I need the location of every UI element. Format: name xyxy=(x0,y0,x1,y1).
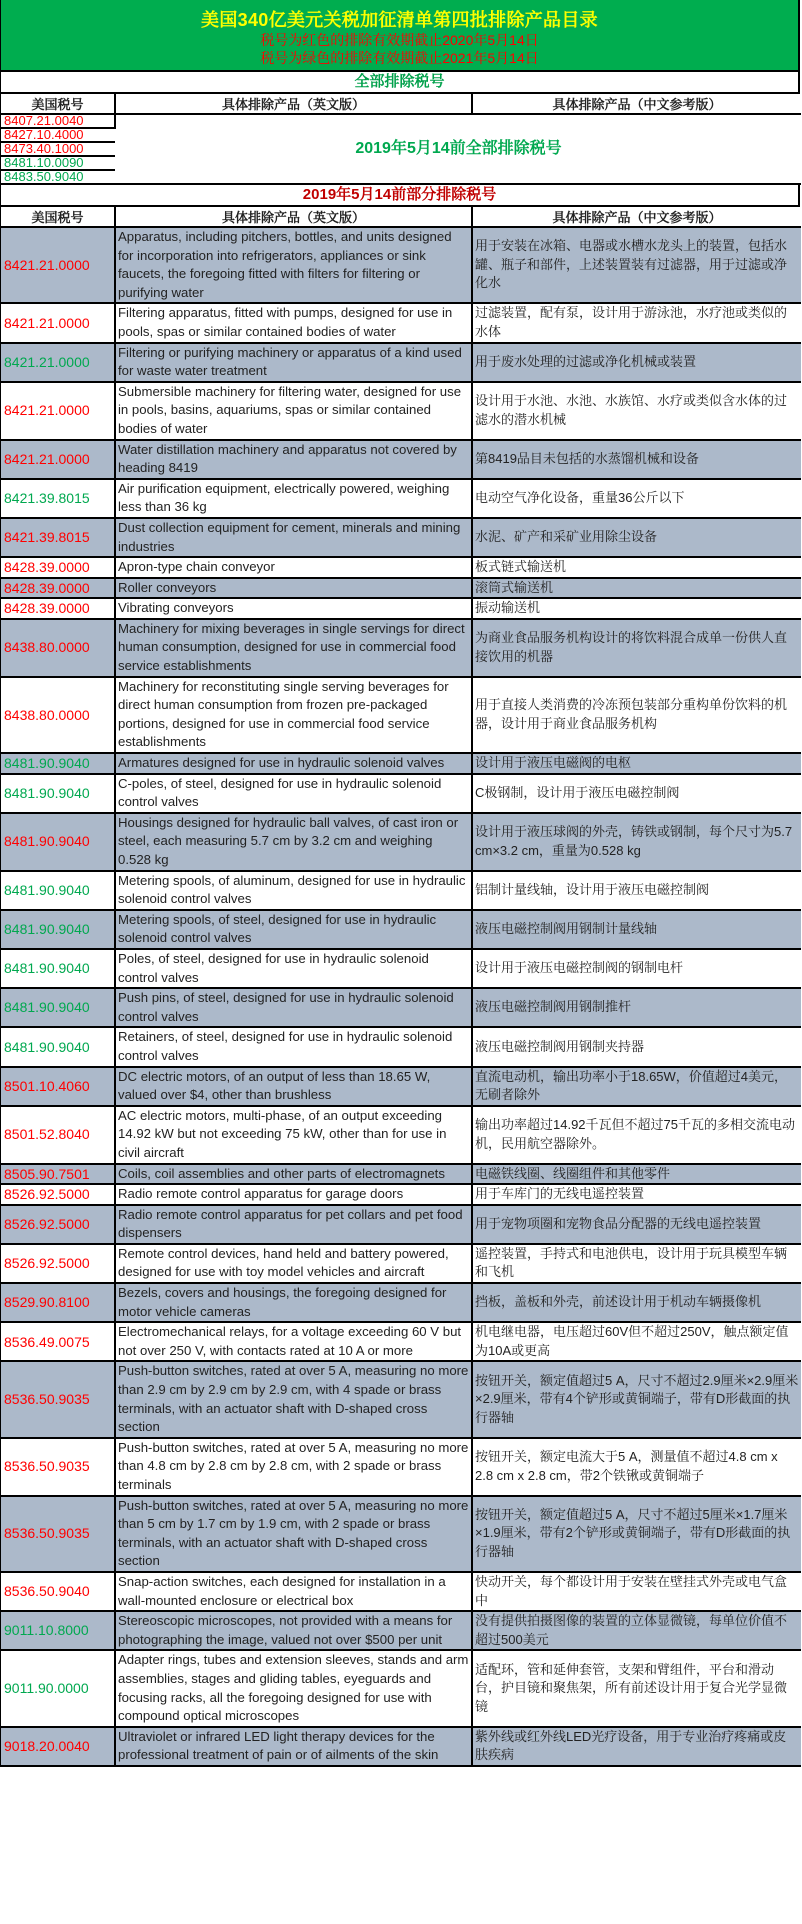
tariff-code: 8428.39.0000 xyxy=(1,578,115,599)
tariff-code: 8536.50.9040 xyxy=(1,1572,115,1611)
tariff-code: 8421.21.0000 xyxy=(1,227,115,303)
table-row xyxy=(1,598,801,619)
table-row xyxy=(1,1027,801,1066)
product-description-chinese: 用于直接人类消费的冷冻预包装部分重构单份饮料的机器，设计用于商业食品服务机构 xyxy=(472,677,801,753)
tariff-code: 8481.10.0090 xyxy=(1,156,115,170)
product-description-english: Apparatus, including pitchers, bottles, and units designed for incorporation into refrigerators, appliances or sink faucets, the foregoing fitted with filters for filtering or purifying water xyxy=(115,227,472,303)
table-row xyxy=(1,227,801,303)
product-description-chinese: 按钮开关，额定值超过5 A，尺寸不超过2.9厘米×2.9厘米×2.9厘米，带有4个铲形或黄铜端子，带有D形截面的执行器轴 xyxy=(472,1361,801,1437)
product-description-english: Push pins, of steel, designed for use in hydraulic solenoid control valves xyxy=(115,988,472,1027)
table-row xyxy=(1,1361,801,1437)
product-description-english: Snap-action switches, each designed for installation in a wall-mounted enclosure or electrical box xyxy=(115,1572,472,1611)
tariff-code: 8481.90.9040 xyxy=(1,813,115,871)
table-row xyxy=(1,1067,801,1106)
product-description-english: DC electric motors, of an output of less than 18.65 W, valued over $4, other than brushless xyxy=(115,1067,472,1106)
table-row xyxy=(1,578,801,599)
product-description-english: Air purification equipment, electrically powered, weighing less than 36 kg xyxy=(115,479,472,518)
page-title: 美国340亿美元关税加征清单第四批排除产品目录 xyxy=(201,10,598,30)
full-exclusion-merged-label: 2019年5月14前全部排除税号 xyxy=(115,114,801,184)
product-description-english: Radio remote control apparatus for pet collars and pet food dispensers xyxy=(115,1205,472,1244)
column-header-code: 美国税号 xyxy=(1,207,115,227)
table-row xyxy=(1,479,801,518)
tariff-code: 8481.90.9040 xyxy=(1,753,115,774)
product-description-chinese: 紫外线或红外线LED光疗设备，用于专业治疗疼痛或皮肤疾病 xyxy=(472,1727,801,1766)
product-description-chinese: 用于车库门的无线电遥控装置 xyxy=(472,1184,801,1205)
partial-exclusion-rows xyxy=(1,227,801,1766)
table-row xyxy=(1,1496,801,1572)
tariff-code: 8483.50.9040 xyxy=(1,170,115,184)
product-description-english: Filtering or purifying machinery or apparatus of a kind used for waste water treatment xyxy=(115,343,472,382)
product-description-chinese: 液压电磁控制阀用钢制推杆 xyxy=(472,988,801,1027)
tariff-code: 8526.92.5000 xyxy=(1,1205,115,1244)
product-description-english: Coils, coil assemblies and other parts of electromagnets xyxy=(115,1164,472,1185)
tariff-code: 8505.90.7501 xyxy=(1,1164,115,1185)
table-row xyxy=(1,1727,801,1766)
tariff-code: 8427.10.4000 xyxy=(1,128,115,142)
product-description-english: Push-button switches, rated at over 5 A, measuring no more than 5 cm by 1.7 cm by 1.9 cm, with 2 spade or brass terminals, with an actuator shaft with D-shaped cross section xyxy=(115,1496,472,1572)
product-description-chinese: 为商业食品服务机构设计的将饮料混合成单一份供人直接饮用的机器 xyxy=(472,619,801,677)
table-row xyxy=(1,1322,801,1361)
product-description-chinese: 输出功率超过14.92千瓦但不超过75千瓦的多相交流电动机，民用航空器除外。 xyxy=(472,1106,801,1164)
tariff-code: 8421.39.8015 xyxy=(1,518,115,557)
table-row xyxy=(1,1283,801,1322)
tariff-code: 8473.40.1000 xyxy=(1,142,115,156)
product-description-chinese: 振动输送机 xyxy=(472,598,801,619)
table-row xyxy=(1,774,801,813)
product-description-chinese: 遥控装置，手持式和电池供电，设计用于玩具模型车辆和飞机 xyxy=(472,1244,801,1283)
tariff-code: 8536.50.9035 xyxy=(1,1438,115,1496)
tariff-code: 8421.21.0000 xyxy=(1,343,115,382)
green-validity-note: 税号为绿色的排除有效期截止2021年5月14日 xyxy=(260,50,539,66)
table-row xyxy=(1,440,801,479)
table-row xyxy=(1,949,801,988)
product-description-english: Radio remote control apparatus for garage doors xyxy=(115,1184,472,1205)
product-description-chinese: 机电继电器，电压超过60V但不超过250V，触点额定值为10A或更高 xyxy=(472,1322,801,1361)
product-description-chinese: 设计用于液压电磁阀的电枢 xyxy=(472,753,801,774)
tariff-code: 8536.50.9035 xyxy=(1,1496,115,1572)
table-row xyxy=(1,1650,801,1726)
tariff-code: 8421.21.0000 xyxy=(1,303,115,342)
tariff-code: 8438.80.0000 xyxy=(1,677,115,753)
tariff-code: 8428.39.0000 xyxy=(1,557,115,578)
product-description-chinese: 过滤装置，配有泵，设计用于游泳池，水疗池或类似的水体 xyxy=(472,303,801,342)
table-row xyxy=(1,1611,801,1650)
product-description-english: Machinery for reconstituting single serving beverages for direct human consumption from frozen pre-packaged portions, designed for use in commercial food service establishments xyxy=(115,677,472,753)
table-row xyxy=(1,343,801,382)
tariff-code: 8536.50.9035 xyxy=(1,1361,115,1437)
product-description-english: Machinery for mixing beverages in single servings for direct human consumption, designed for use in commercial food service establishments xyxy=(115,619,472,677)
table-row xyxy=(1,557,801,578)
red-validity-note: 税号为红色的排除有效期截止2020年5月14日 xyxy=(260,32,539,48)
product-description-english: C-poles, of steel, designed for use in hydraulic solenoid control valves xyxy=(115,774,472,813)
tariff-code: 8526.92.5000 xyxy=(1,1244,115,1283)
product-description-english: Housings designed for hydraulic ball valves, of cast iron or steel, each measuring 5.7 cm by 3.2 cm and weighing 0.528 kg xyxy=(115,813,472,871)
full-exclusion-table xyxy=(1,94,801,185)
column-header-english: 具体排除产品（英文版） xyxy=(115,94,472,114)
tariff-code: 8481.90.9040 xyxy=(1,988,115,1027)
tariff-code: 8529.90.8100 xyxy=(1,1283,115,1322)
product-description-english: Submersible machinery for filtering water, designed for use in pools, basins, aquariums, spas or similar contained bodies of water xyxy=(115,382,472,440)
table-header-row xyxy=(1,207,801,227)
table-header-row xyxy=(1,94,801,114)
product-description-english: AC electric motors, multi-phase, of an output exceeding 14.92 kW but not exceeding 75 kW, other than for use in civil aircraft xyxy=(115,1106,472,1164)
product-description-english: Poles, of steel, designed for use in hydraulic solenoid control valves xyxy=(115,949,472,988)
product-description-english: Bezels, covers and housings, the foregoing designed for motor vehicle cameras xyxy=(115,1283,472,1322)
tariff-code: 8526.92.5000 xyxy=(1,1184,115,1205)
table-row xyxy=(1,619,801,677)
product-description-english: Push-button switches, rated at over 5 A, measuring no more than 2.9 cm by 2.9 cm by 2.9 cm, with 4 spade or brass terminals, with an actuator shaft with D-shaped cross section xyxy=(115,1361,472,1437)
product-description-english: Retainers, of steel, designed for use in hydraulic solenoid control valves xyxy=(115,1027,472,1066)
tariff-code: 8501.10.4060 xyxy=(1,1067,115,1106)
product-description-chinese: C极钢制，设计用于液压电磁控制阀 xyxy=(472,774,801,813)
table-row xyxy=(1,813,801,871)
product-description-english: Push-button switches, rated at over 5 A, measuring no more than 4.8 cm by 2.8 cm by 2.8 cm, with 2 spade or brass terminals xyxy=(115,1438,472,1496)
column-header-chinese: 具体排除产品（中文参考版） xyxy=(472,94,801,114)
table-row xyxy=(1,677,801,753)
product-description-english: Armatures designed for use in hydraulic solenoid valves xyxy=(115,753,472,774)
product-description-chinese: 设计用于液压电磁控制阀的钢制电杆 xyxy=(472,949,801,988)
product-description-chinese: 电磁铁线圈、线圈组件和其他零件 xyxy=(472,1164,801,1185)
tariff-code: 8481.90.9040 xyxy=(1,949,115,988)
product-description-english: Ultraviolet or infrared LED light therapy devices for the professional treatment of pain or of ailments of the skin xyxy=(115,1727,472,1766)
tariff-code: 8438.80.0000 xyxy=(1,619,115,677)
product-description-english: Remote control devices, hand held and battery powered, designed for use with toy model vehicles and aircraft xyxy=(115,1244,472,1283)
table-row xyxy=(1,518,801,557)
table-row xyxy=(1,1106,801,1164)
table-row xyxy=(1,1572,801,1611)
product-description-chinese: 没有提供拍摄图像的装置的立体显微镜，每单位价值不超过500美元 xyxy=(472,1611,801,1650)
tariff-code: 8481.90.9040 xyxy=(1,774,115,813)
table-row xyxy=(1,988,801,1027)
table-row xyxy=(1,753,801,774)
tariff-code: 8481.90.9040 xyxy=(1,871,115,910)
table-row xyxy=(1,1184,801,1205)
product-description-english: Vibrating conveyors xyxy=(115,598,472,619)
product-description-chinese: 直流电动机，输出功率小于18.65W，价值超过4美元，无刷者除外 xyxy=(472,1067,801,1106)
product-description-chinese: 挡板，盖板和外壳，前述设计用于机动车辆摄像机 xyxy=(472,1283,801,1322)
product-description-chinese: 按钮开关，额定值超过5 A，尺寸不超过5厘米×1.7厘米×1.9厘米，带有2个铲形或黄铜端子，带有D形截面的执行器轴 xyxy=(472,1496,801,1572)
title-block xyxy=(1,0,798,72)
product-description-english: Stereoscopic microscopes, not provided with a means for photographing the image, valued not over $500 per unit xyxy=(115,1611,472,1650)
product-description-chinese: 快动开关，每个都设计用于安装在壁挂式外壳或电气盒中 xyxy=(472,1572,801,1611)
product-description-english: Filtering apparatus, fitted with pumps, designed for use in pools, spas or similar contained bodies of water xyxy=(115,303,472,342)
table-row xyxy=(1,1438,801,1496)
table-row xyxy=(1,1205,801,1244)
tariff-code: 8407.21.0040 xyxy=(1,114,115,128)
product-description-chinese: 用于安装在冰箱、电器或水槽水龙头上的装置，包括水罐、瓶子和部件，上述装置装有过滤器，用于过滤或净化水 xyxy=(472,227,801,303)
product-description-chinese: 用于宠物项圈和宠物食品分配器的无线电遥控装置 xyxy=(472,1205,801,1244)
table-row xyxy=(1,1164,801,1185)
column-header-code: 美国税号 xyxy=(1,94,115,114)
product-description-english: Electromechanical relays, for a voltage exceeding 60 V but not over 250 V, with contacts rated at 10 A or more xyxy=(115,1322,472,1361)
product-description-chinese: 用于废水处理的过滤或净化机械或装置 xyxy=(472,343,801,382)
tariff-code: 9011.10.8000 xyxy=(1,1611,115,1650)
tariff-code: 8421.39.8015 xyxy=(1,479,115,518)
table-row xyxy=(1,382,801,440)
tariff-code: 9011.90.0000 xyxy=(1,1650,115,1726)
tariff-code: 8536.49.0075 xyxy=(1,1322,115,1361)
product-description-chinese: 铝制计量线轴，设计用于液压电磁控制阀 xyxy=(472,871,801,910)
table-row xyxy=(1,303,801,342)
tariff-code: 8481.90.9040 xyxy=(1,1027,115,1066)
column-header-english: 具体排除产品（英文版） xyxy=(115,207,472,227)
product-description-chinese: 电动空气净化设备，重量36公斤以下 xyxy=(472,479,801,518)
table-row xyxy=(1,910,801,949)
table-row xyxy=(1,1244,801,1283)
product-description-chinese: 滚筒式输送机 xyxy=(472,578,801,599)
product-description-english: Dust collection equipment for cement, minerals and mining industries xyxy=(115,518,472,557)
product-description-english: Water distillation machinery and apparatus not covered by heading 8419 xyxy=(115,440,472,479)
tariff-code: 8421.21.0000 xyxy=(1,382,115,440)
column-header-chinese: 具体排除产品（中文参考版） xyxy=(472,207,801,227)
product-description-chinese: 适配环，管和延伸套管，支架和臂组件，平台和滑动台，护目镜和聚焦架，所有前述设计用于复合光学显微镜 xyxy=(472,1650,801,1726)
product-description-chinese: 液压电磁控制阀用钢制计量线轴 xyxy=(472,910,801,949)
partial-exclusion-table xyxy=(1,207,801,1767)
tariff-code: 8428.39.0000 xyxy=(1,598,115,619)
product-description-chinese: 第8419品目未包括的水蒸馏机械和设备 xyxy=(472,440,801,479)
tariff-code: 9018.20.0040 xyxy=(1,1727,115,1766)
product-description-chinese: 设计用于水池、水池、水族馆、水疗或类似含水体的过滤水的潜水机械 xyxy=(472,382,801,440)
table-row xyxy=(1,114,801,128)
table-row xyxy=(1,871,801,910)
product-description-english: Roller conveyors xyxy=(115,578,472,599)
product-description-chinese: 按钮开关，额定电流大于5 A，测量值不超过4.8 cm x 2.8 cm x 2.8 cm，带2个铁锹或黄铜端子 xyxy=(472,1438,801,1496)
tariff-code: 8481.90.9040 xyxy=(1,910,115,949)
product-description-chinese: 水泥、矿产和采矿业用除尘设备 xyxy=(472,518,801,557)
product-description-english: Apron-type chain conveyor xyxy=(115,557,472,578)
tariff-code: 8501.52.8040 xyxy=(1,1106,115,1164)
product-description-english: Metering spools, of aluminum, designed for use in hydraulic solenoid control valves xyxy=(115,871,472,910)
product-description-english: Metering spools, of steel, designed for use in hydraulic solenoid control valves xyxy=(115,910,472,949)
product-description-chinese: 板式链式输送机 xyxy=(472,557,801,578)
tariff-code: 8421.21.0000 xyxy=(1,440,115,479)
product-description-chinese: 设计用于液压球阀的外壳，铸铁或钢制，每个尺寸为5.7 cm×3.2 cm，重量为0.528 kg xyxy=(472,813,801,871)
product-description-chinese: 液压电磁控制阀用钢制夹持器 xyxy=(472,1027,801,1066)
full-exclusion-section-title: 全部排除税号 xyxy=(1,72,798,94)
product-description-english: Adapter rings, tubes and extension sleeves, stands and arm assemblies, stages and gliding tables, eyeguards and focusing racks, all the foregoing designed for use with compound optical microscopes xyxy=(115,1650,472,1726)
partial-exclusion-section-title: 2019年5月14前部分排除税号 xyxy=(1,185,798,207)
